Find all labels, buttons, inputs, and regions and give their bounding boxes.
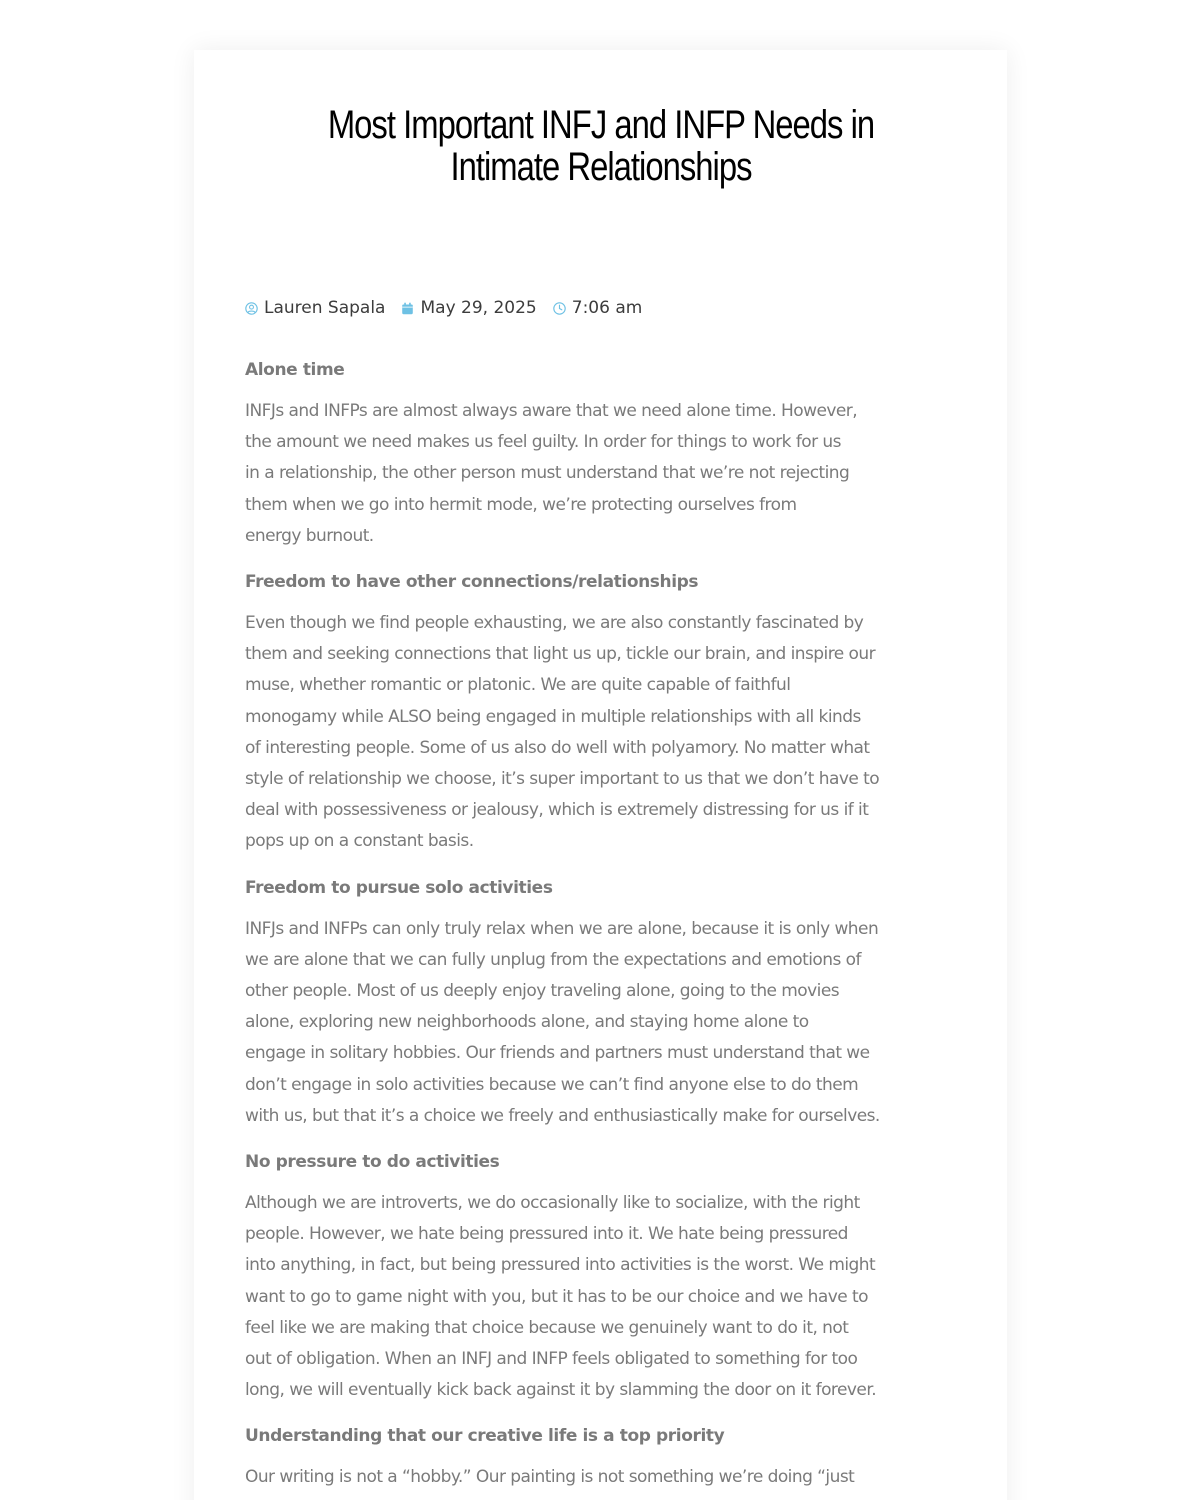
paragraph-line: we are alone that we can fully unplug from the expectations and emotions of — [245, 949, 861, 970]
section-paragraph — [245, 914, 957, 1132]
article-body — [245, 358, 957, 1500]
title-line-1: Most Important INFJ and INFP Needs in — [327, 103, 875, 147]
section-paragraph — [245, 608, 957, 858]
paragraph-line: into anything, in fact, but being pressured into activities is the worst. We might — [245, 1255, 876, 1276]
paragraph-line: muse, whether romantic or platonic. We are quite capable of faithful — [245, 675, 791, 696]
paragraph-line: engage in solitary hobbies. Our friends and partners must understand that we — [245, 1043, 870, 1064]
section-paragraph — [245, 1462, 957, 1493]
section-heading: No pressure to do activities — [245, 1152, 500, 1173]
clock-icon — [553, 302, 566, 315]
section-heading: Alone time — [245, 360, 345, 380]
title-line-2: Intimate Relationships — [450, 145, 752, 189]
paragraph-line: feel like we are making that choice because we genuinely want to do it, not — [245, 1317, 849, 1338]
user-circle-icon — [245, 302, 258, 315]
paragraph-line: other people. Most of us deeply enjoy traveling alone, going to the movies — [245, 981, 840, 1002]
paragraph-line: Even though we find people exhausting, we are also constantly fascinated by — [245, 613, 864, 634]
paragraph-line: of interesting people. Some of us also do well with polyamory. No matter what — [245, 737, 870, 758]
paragraph-line: the amount we need makes us feel guilty. In order for things to work for us — [245, 432, 841, 453]
post-meta — [245, 298, 658, 318]
paragraph-line: don’t engage in solo activities because we can’t find anyone else to do them — [245, 1074, 859, 1095]
meta-date[interactable] — [401, 298, 536, 318]
section-heading: Freedom to have other connections/relationships — [245, 572, 699, 593]
paragraph-line: out of obligation. When an INFJ and INFP feels obligated to something for too — [245, 1349, 858, 1370]
paragraph-line: INFJs and INFPs are almost always aware that we need alone time. However, — [245, 401, 858, 421]
paragraph-line: in a relationship, the other person must understand that we’re not rejecting — [245, 463, 850, 484]
post-date: May 29, 2025 — [420, 298, 537, 318]
paragraph-line: style of relationship we choose, it’s super important to us that we don’t have to — [245, 769, 880, 790]
section-paragraph — [245, 1188, 957, 1406]
section-heading: Freedom to pursue solo activities — [245, 877, 553, 898]
paragraph-line: with us, but that it’s a choice we freely and enthusiastically make for ourselves. — [245, 1105, 880, 1126]
post-time: 7:06 am — [571, 298, 643, 318]
section-paragraph — [245, 396, 957, 552]
section-heading: Understanding that our creative life is a top priority — [245, 1426, 725, 1447]
paragraph-line: Although we are introverts, we do occasionally like to socialize, with the right — [245, 1193, 860, 1214]
paragraph-line: them when we go into hermit mode, we’re protecting ourselves from — [245, 494, 797, 515]
paragraph-line: monogamy while ALSO being engaged in multiple relationships with all kinds — [245, 706, 861, 727]
paragraph-line: INFJs and INFPs can only truly relax when we are alone, because it is only when — [245, 918, 879, 939]
paragraph-line: deal with possessiveness or jealousy, which is extremely distressing for us if it — [245, 800, 869, 821]
meta-time — [553, 298, 643, 318]
paragraph-line: people. However, we hate being pressured into it. We hate being pressured — [245, 1224, 848, 1245]
author-name: Lauren Sapala — [264, 298, 386, 318]
paragraph-line: energy burnout. — [245, 525, 374, 546]
paragraph-line: alone, exploring new neighborhoods alone, and staying home alone to — [245, 1012, 809, 1033]
paragraph-line: want to go to game night with you, but it has to be our choice and we have to — [245, 1286, 868, 1307]
paragraph-line: them and seeking connections that light us up, tickle our brain, and inspire our — [245, 644, 876, 665]
page-title — [309, 104, 893, 188]
article-card — [194, 50, 1007, 1500]
meta-author[interactable] — [245, 298, 385, 318]
paragraph-line: long, we will eventually kick back against it by slamming the door on it forever. — [245, 1380, 877, 1401]
calendar-icon — [401, 302, 414, 315]
paragraph-line: Our writing is not a “hobby.” Our painting is not something we’re doing “just — [245, 1467, 855, 1488]
paragraph-line: pops up on a constant basis. — [245, 831, 474, 852]
article-inner — [245, 100, 957, 1488]
